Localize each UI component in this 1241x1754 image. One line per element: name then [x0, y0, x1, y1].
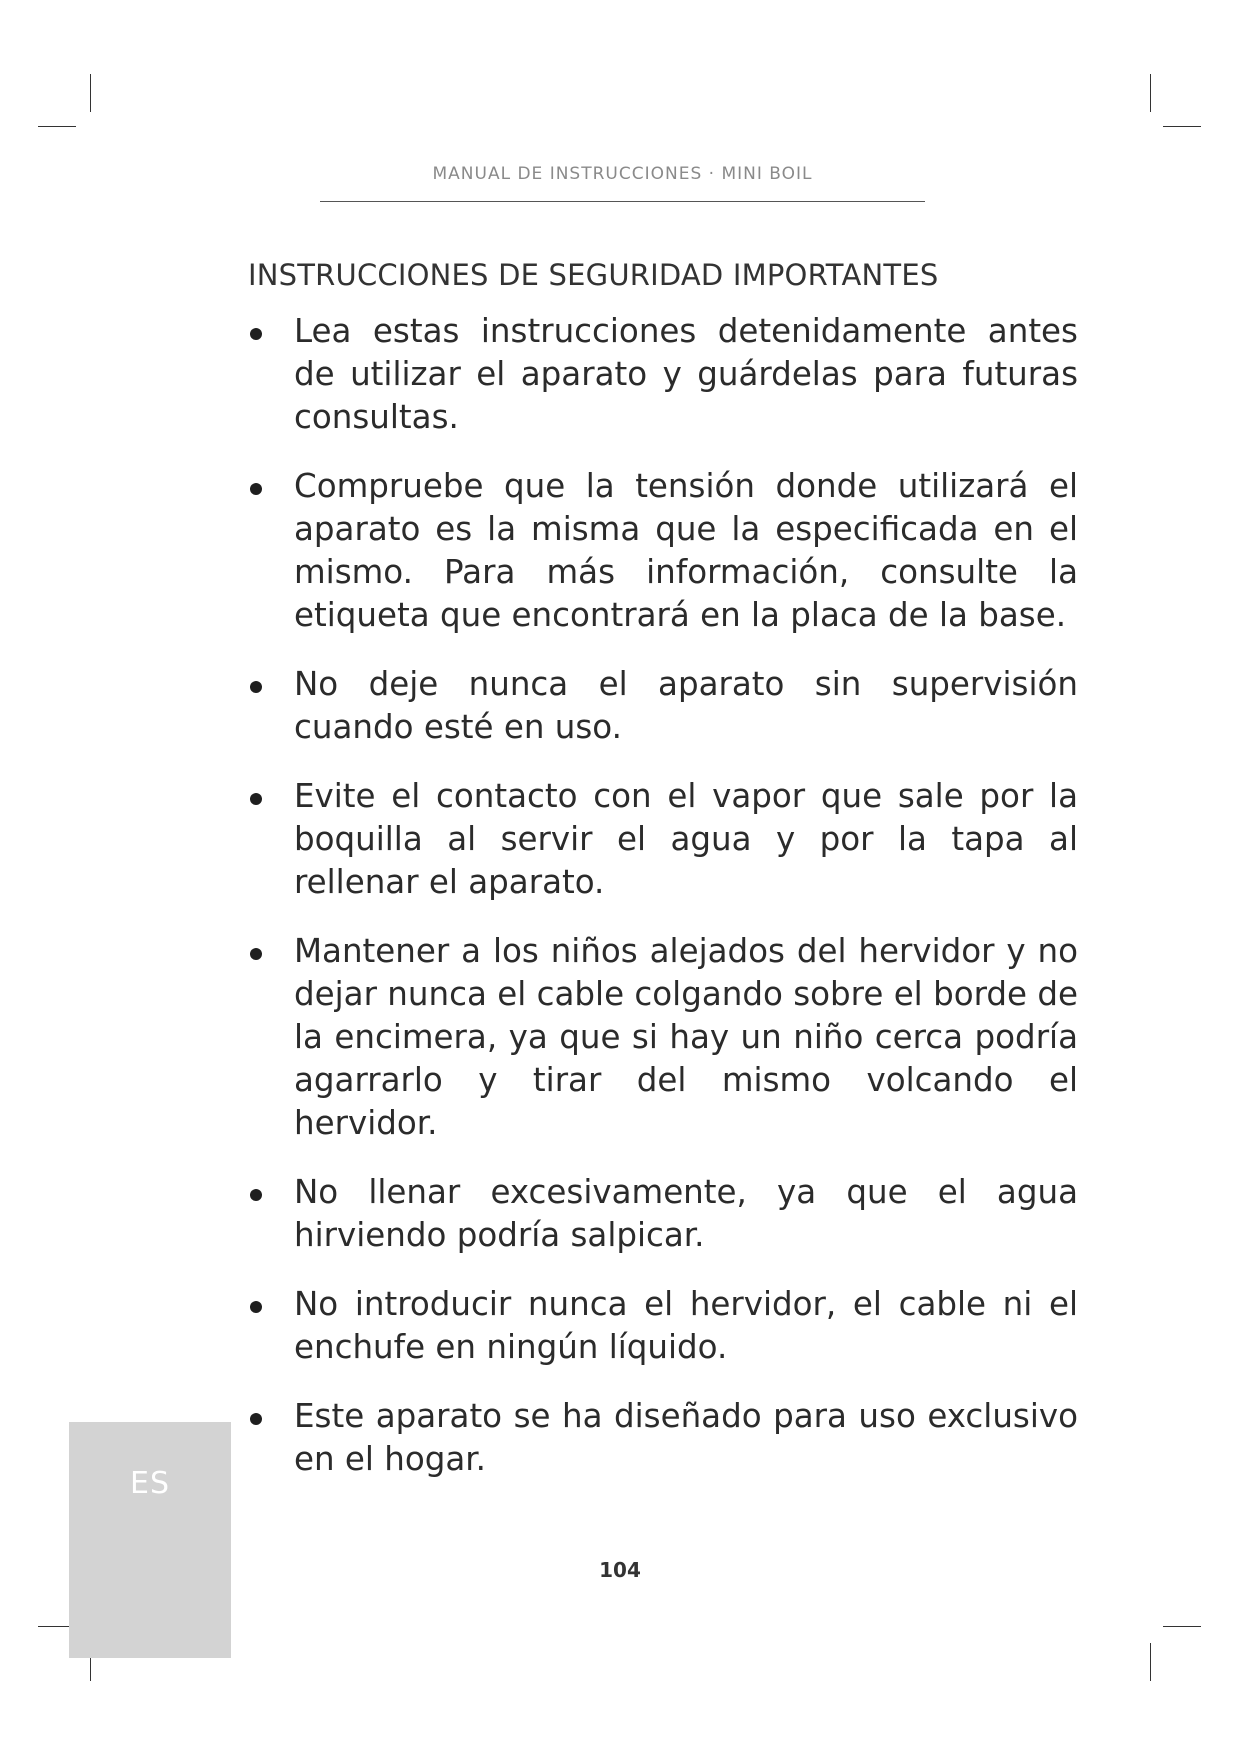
safety-instructions-list — [248, 310, 1078, 1507]
list-item — [248, 1395, 1078, 1481]
list-item-text: Este aparato se ha diseñado para uso exclusivo en el hogar. — [294, 1397, 1078, 1478]
list-item — [248, 775, 1078, 904]
list-item — [248, 930, 1078, 1145]
list-item-text: No llenar excesivamente, ya que el agua hirviendo podría salpicar. — [294, 1173, 1078, 1254]
list-item — [248, 1283, 1078, 1369]
crop-mark-bottom-right-horizontal — [1163, 1626, 1201, 1627]
bullet-icon — [250, 328, 262, 340]
crop-mark-top-left-horizontal — [38, 126, 76, 127]
list-item — [248, 1171, 1078, 1257]
bullet-icon — [250, 1413, 262, 1425]
list-item-text: Lea estas instrucciones detenidamente antes de utilizar el aparato y guárdelas para futuras consultas. — [294, 312, 1078, 436]
list-item-text: Mantener a los niños alejados del hervidor y no dejar nunca el cable colgando sobre el borde de la encimera, ya que si hay un niño cerca podría agarrarlo y tirar del mismo volcando el hervidor. — [294, 932, 1078, 1142]
list-item — [248, 465, 1078, 637]
language-tab — [69, 1422, 231, 1658]
language-label: ES — [130, 1466, 170, 1501]
section-title: INSTRUCCIONES DE SEGURIDAD IMPORTANTES — [248, 258, 939, 292]
list-item — [248, 663, 1078, 749]
crop-mark-top-left-vertical — [90, 74, 91, 112]
list-item-text: Compruebe que la tensión donde utilizará el aparato es la misma que la especificada en el mismo. Para más información, consulte la etiqueta que encontrará en la placa de la base. — [294, 467, 1078, 634]
list-item — [248, 310, 1078, 439]
list-item-text: No deje nunca el aparato sin supervisión cuando esté en uso. — [294, 665, 1078, 746]
bullet-icon — [250, 1301, 262, 1313]
crop-mark-top-right-vertical — [1150, 74, 1151, 112]
running-header: MANUAL DE INSTRUCCIONES · MINI BOIL — [432, 164, 813, 184]
bullet-icon — [250, 793, 262, 805]
bullet-icon — [250, 1189, 262, 1201]
bullet-icon — [250, 948, 262, 960]
list-item-text: Evite el contacto con el vapor que sale por la boquilla al servir el agua y por la tapa al rellenar el aparato. — [294, 777, 1078, 901]
bullet-icon — [250, 681, 262, 693]
page-number: 104 — [599, 1558, 641, 1582]
header-rule — [320, 201, 925, 202]
list-item-text: No introducir nunca el hervidor, el cable ni el enchufe en ningún líquido. — [294, 1285, 1078, 1366]
crop-mark-top-right-horizontal — [1163, 126, 1201, 127]
bullet-icon — [250, 483, 262, 495]
crop-mark-bottom-right-vertical — [1150, 1643, 1151, 1681]
